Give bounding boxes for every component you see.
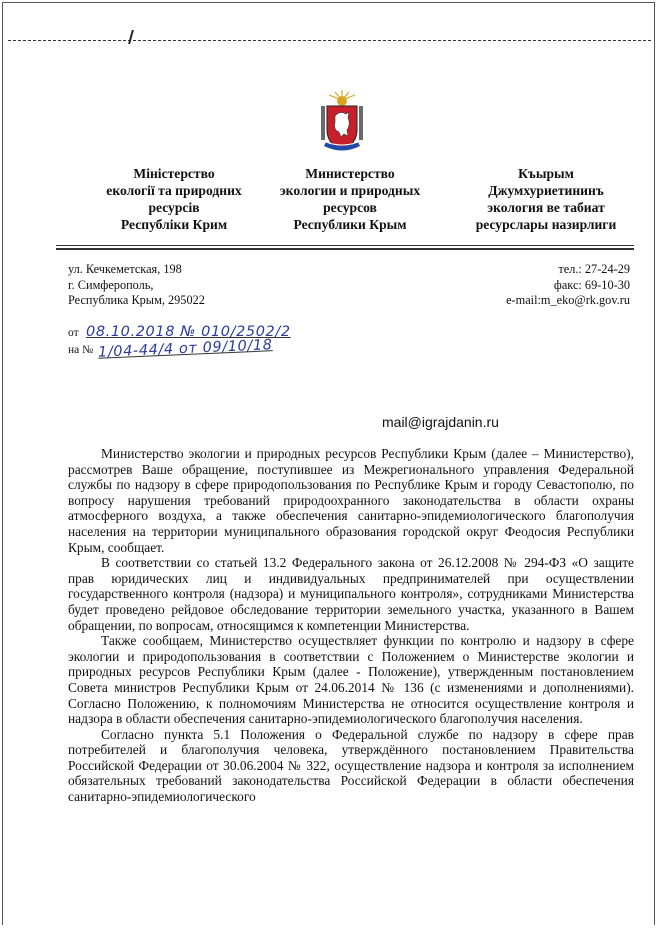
letter-body	[68, 446, 634, 805]
org-name-russian: Министерство экологии и природных ресурсов Республики Крым	[279, 166, 421, 232]
paragraph: Согласно пункта 5.1 Положения о Федеральной службе по надзору в сфере прав потребителей и благополучия человека, утверждённого постановлением Правительства Российской Федерации от 30.06.2004 № 322, осуществление надзора и контроля за исполнением обязательных требований законодательства Российской Федерации в области обеспечения санитарно-эпидемиологического	[68, 726, 634, 805]
paragraph: Также сообщаем, Министерство осуществляет функции по контролю и надзору в сфере экологии и природопользования в соответствии с Положением о Министерстве экологии и природных ресурсов Республики Крым (далее - Положение), утвержденным постановлением Совета министров Республики Крым от 24.06.2014 № 136 (с изменениями и дополнениями). Согласно Положению, к полномочиям Министерства не относится осуществление контроля и надзора в области обеспечения санитарно-эпидемиологического благополучия населения.	[68, 633, 634, 727]
org-name-crimean-tatar: Къырым Джумхуриетининъ экология ве табиат ресурслары назирлиги	[475, 166, 617, 232]
incoming-number-line: на № 1/04-44/4 от 09/10/18	[68, 337, 273, 361]
header-rule-bottom	[56, 248, 634, 250]
outgoing-number-line: от 08.10.2018 № 010/2502/2	[68, 324, 291, 340]
contact-info: тел.: 27-24-29 факс: 69-10-30 e-mail:m_eko@rk.gov.ru	[506, 262, 630, 308]
incoming-number-handwritten: 1/04-44/4 от 09/10/18	[97, 337, 273, 361]
registration-block	[68, 324, 291, 361]
paragraph: Министерство экологии и природных ресурсов Республики Крым (далее – Министерство), рассмотрев Ваше обращение, поступившее из Межрегионального управления Федеральной службы по надзору в сфере природопользования по Республике Крым и городу Севастополю, по вопросу нарушения требований природоохранного законодательства в области охраны атмосферного воздуха, а также обеспечения санитарно-эпидемиологического благополучия населения на территории муниципального образования городской округ Феодосия Республики Крым, сообщает.	[68, 446, 634, 555]
page-bottom-edge	[0, 925, 659, 933]
outgoing-number-handwritten: 08.10.2018 № 010/2502/2	[86, 324, 291, 340]
crimea-coat-of-arms-icon	[318, 88, 366, 154]
recipient-email: mail@igrajdanin.ru	[382, 414, 499, 430]
postal-address: ул. Кечкеметская, 198 г. Симферополь, Республика Крым, 295022	[68, 262, 205, 308]
header-rule-top	[56, 245, 634, 246]
top-separator	[8, 40, 651, 41]
org-name-ukrainian: Міністерство екології та природних ресурсів Республіки Крим	[106, 166, 242, 232]
paragraph: В соответствии со статьей 13.2 Федерального закона от 26.12.2008 № 294-ФЗ «О защите прав юридических лиц и индивидуальных предпринимателей при осуществлении государственного контроля (надзора) и муниципального контроля», сотрудниками Министерства будет проведено рейдовое обследование территории земельного участка, указанного в Вашем обращении, по вопросам, относящимся к компетенции Министерства.	[68, 555, 634, 633]
